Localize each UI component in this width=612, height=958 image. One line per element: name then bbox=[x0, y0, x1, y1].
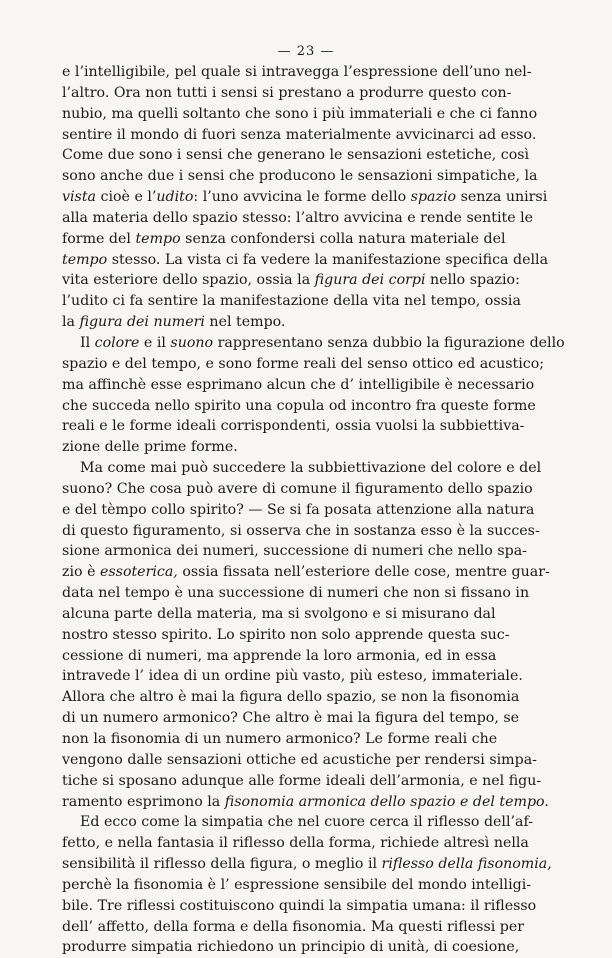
text-line bbox=[62, 312, 482, 333]
text-line bbox=[62, 708, 520, 729]
text-line bbox=[62, 375, 535, 396]
text-segment: zione delle prime forme. bbox=[62, 439, 238, 456]
text-segment: alla materia dello spazio stesso: l’altro avvicina e rende sentite le bbox=[62, 209, 534, 226]
text-segment: l’altro. Ora non tutti i sensi si prestano a produrre questo con- bbox=[62, 84, 512, 101]
italic-segment: riflesso della fisonomia, bbox=[381, 856, 552, 873]
text-line bbox=[62, 187, 548, 208]
text-segment: nubio, ma quelli soltanto che sono i più immateriali e che ci fanno bbox=[62, 105, 538, 122]
text-segment: perchè la fisonomia è l’ espressione sensibile del mondo intelligi- bbox=[62, 876, 532, 893]
text-segment: senza confondersi colla natura materiale del bbox=[180, 230, 506, 247]
text-line bbox=[62, 729, 498, 750]
italic-segment: tempo bbox=[62, 251, 108, 268]
page-number: — 23 — bbox=[277, 44, 335, 59]
text-segment: Come due sono i sensi che generano le sensazioni estetiche, così bbox=[62, 147, 530, 164]
text-line bbox=[62, 229, 506, 250]
text-line bbox=[62, 166, 538, 187]
italic-segment: udito bbox=[156, 189, 194, 206]
text-segment: nello spazio: bbox=[425, 272, 520, 289]
text-segment: ossia fissata nell’esteriore delle cose, mentre guar- bbox=[177, 564, 550, 581]
text-line bbox=[62, 937, 520, 958]
text-segment: vita esteriore dello spazio, ossia la bbox=[62, 272, 315, 289]
text-segment: sono anche due i sensi che producono le sensazioni simpatiche, la bbox=[62, 168, 538, 185]
text-line bbox=[62, 416, 525, 437]
text-segment: zio è bbox=[62, 564, 100, 581]
text-segment: produrre simpatia richiedono un principio di unità, di coesione, bbox=[62, 939, 520, 956]
text-segment: suono? Che cosa può avere di comune il figuramento dello spazio bbox=[62, 480, 533, 497]
text-segment: di questo figuramento, si osserva che in sostanza esso è la succes- bbox=[62, 522, 540, 539]
text-segment: : l’uno avvicina le forme dello bbox=[193, 189, 411, 206]
text-segment: non la fisonomia di un numero armonico? Le forme reali che bbox=[62, 731, 498, 747]
text-line bbox=[62, 270, 520, 291]
text-segment: spazio e del tempo, e sono forme reali del senso ottico ed acustico; bbox=[62, 355, 545, 372]
text-segment: cessione di numeri, ma apprende la loro armonia, ed in essa bbox=[62, 647, 497, 664]
text-segment: reali e le forme ideali corrispondenti, ossia vuolsi la subbiettiva- bbox=[62, 418, 525, 435]
text-line bbox=[62, 479, 533, 500]
text-line bbox=[62, 625, 510, 646]
italic-segment: essoterica, bbox=[99, 564, 178, 581]
text-segment: e il bbox=[139, 334, 171, 351]
italic-segment: figura dei corpi bbox=[314, 272, 426, 289]
text-line bbox=[62, 666, 523, 687]
text-segment: alcuna parte della materia, ma si svolgono e si misurano dal bbox=[62, 605, 496, 622]
text-segment: cioè e l’ bbox=[96, 189, 157, 206]
text-segment: di un numero armonico? Che altro è mai la figura del tempo, se bbox=[62, 710, 520, 727]
italic-segment: fisonomia armonica dello spazio e del tempo. bbox=[224, 793, 549, 810]
text-line bbox=[62, 125, 537, 146]
text-segment: senza unirsi bbox=[456, 189, 548, 206]
text-line bbox=[62, 750, 537, 771]
text-segment: sentire il mondo di fuori senza materialmente avvicinarci ad esso. bbox=[62, 126, 537, 143]
text-line bbox=[62, 396, 536, 417]
text-segment: tiche si sposano adunque alle forme ideali dell’armonia, e nel figu- bbox=[62, 772, 542, 789]
italic-segment: vista bbox=[62, 189, 96, 206]
text-segment: fetto, e nella fantasia il riflesso della forma, richiede altresì nella bbox=[62, 835, 529, 852]
italic-segment: figura dei numeri bbox=[79, 314, 205, 331]
text-segment: la bbox=[62, 314, 80, 331]
text-line bbox=[62, 521, 540, 542]
text-line bbox=[62, 646, 497, 667]
text-segment: Ma come mai può succedere la subbiettivazione del colore e del bbox=[80, 460, 542, 477]
text-line bbox=[62, 875, 532, 896]
text-segment: sensibilità il riflesso della figura, o meglio il bbox=[62, 856, 382, 873]
italic-segment: spazio bbox=[410, 189, 457, 206]
text-segment: bile. Tre riflessi costituiscono quindi la simpatia umana: il riflesso bbox=[62, 897, 537, 914]
italic-segment: colore bbox=[94, 334, 140, 351]
text-segment: e l’intelligibile, pel quale si intravegga l’espressione dell’uno nel- bbox=[62, 64, 532, 80]
text-segment: ma affinchè esse esprimano alcun che d’ intelligibile è necessario bbox=[62, 376, 535, 393]
text-segment: l’udito ci fa sentire la manifestazione della vita nel tempo, ossia bbox=[62, 293, 521, 310]
text-segment: nostro stesso spirito. Lo spirito non solo apprende questa suc- bbox=[62, 626, 510, 643]
text-line bbox=[62, 333, 565, 354]
text-line bbox=[62, 771, 542, 792]
text-segment: Allora che altro è mai la figura dello spazio, se non la fisonomia bbox=[62, 689, 520, 706]
text-line bbox=[62, 604, 496, 625]
text-line bbox=[62, 145, 530, 166]
text-line bbox=[62, 291, 521, 312]
text-line bbox=[62, 250, 549, 271]
text-segment: vengono dalle sensazioni ottiche ed acustiche per rendersi simpa- bbox=[62, 751, 537, 768]
text-line bbox=[62, 812, 534, 833]
text-segment: Ed ecco come la simpatia che nel cuore cerca il riflesso dell’af- bbox=[80, 814, 534, 831]
text-line bbox=[62, 833, 529, 854]
text-line bbox=[62, 541, 527, 562]
text-line bbox=[62, 583, 530, 604]
text-segment: e del tèmpo collo spirito? — Se si fa posata attenzione alla natura bbox=[62, 501, 535, 518]
text-segment: intravede l’ idea di un ordine più vasto, più esteso, immateriale. bbox=[62, 668, 523, 685]
text-segment: data nel tempo è una successione di numeri che non si fissano in bbox=[62, 585, 530, 602]
text-segment: dell’ affetto, della forma e della fisonomia. Ma questi riflessi per bbox=[62, 918, 525, 935]
italic-segment: tempo bbox=[135, 230, 181, 247]
text-line bbox=[62, 354, 545, 375]
text-segment: rappresentano senza dubbio la figurazione dello bbox=[213, 334, 565, 351]
text-segment: ramento esprimono la bbox=[62, 793, 225, 810]
text-line bbox=[62, 917, 525, 938]
text-line bbox=[62, 208, 534, 229]
text-line bbox=[62, 458, 542, 479]
text-line bbox=[62, 562, 550, 583]
text-segment: stesso. La vista ci fa vedere la manifestazione specifica della bbox=[107, 251, 549, 268]
text-line bbox=[62, 896, 537, 917]
body-text bbox=[62, 62, 565, 958]
text-line bbox=[62, 62, 532, 83]
text-segment: che succeda nello spirito una copula od incontro fra queste forme bbox=[62, 397, 536, 414]
text-segment: nel tempo. bbox=[204, 314, 286, 331]
text-line bbox=[62, 792, 549, 813]
text-line bbox=[62, 687, 520, 708]
text-segment: Il bbox=[80, 334, 95, 351]
italic-segment: suono bbox=[170, 334, 214, 351]
text-line bbox=[62, 437, 482, 458]
text-line bbox=[62, 854, 552, 875]
text-segment: sione armonica dei numeri, successione di numeri che nello spa- bbox=[62, 543, 527, 560]
text-line bbox=[62, 104, 538, 125]
text-segment: forme del bbox=[62, 230, 136, 247]
text-line bbox=[62, 500, 535, 521]
text-line bbox=[62, 83, 512, 104]
